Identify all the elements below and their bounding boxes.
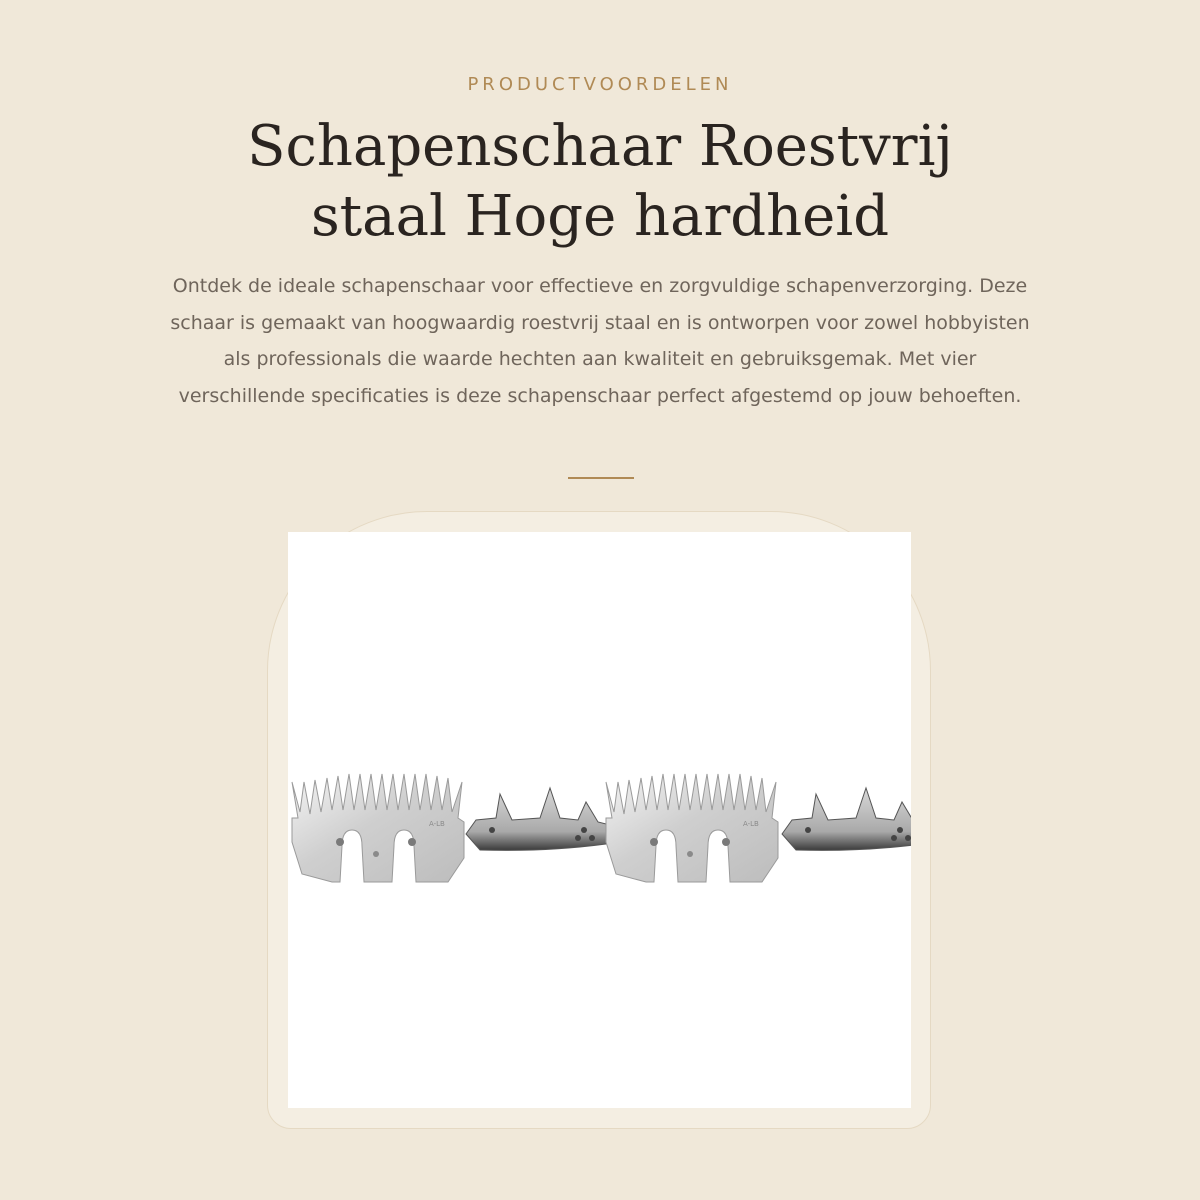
blade-marking-1: A-LB [429,820,445,828]
comb-blade-2 [606,774,778,882]
product-image [288,532,911,1108]
section-description: Ontdek de ideale schapenschaar voor effectieve en zorgvuldige schapenverzorging. Deze schaar is gemaakt van hoogwaardig roestvrij staal en is ontworpen voor zowel hobbyisten als professionals die waarde hechten aan kwaliteit en gebruiksgemak. Met vier verschillende specificaties is deze schapenschaar perfect afgestemd op jouw behoeften. [170,275,1030,407]
section-title: Schapenschaar Roestvrij staal Hoge hardheid [247,114,953,249]
eyebrow-label: PRODUCTVOORDELEN [467,74,733,95]
comb-blade-1 [292,774,464,882]
blade-marking-2: A-LB [743,820,759,828]
accent-divider [568,477,634,479]
cutter-blade-2 [782,788,911,850]
cutter-blade-1 [466,788,614,850]
shearing-blades-illustration [288,532,911,1108]
